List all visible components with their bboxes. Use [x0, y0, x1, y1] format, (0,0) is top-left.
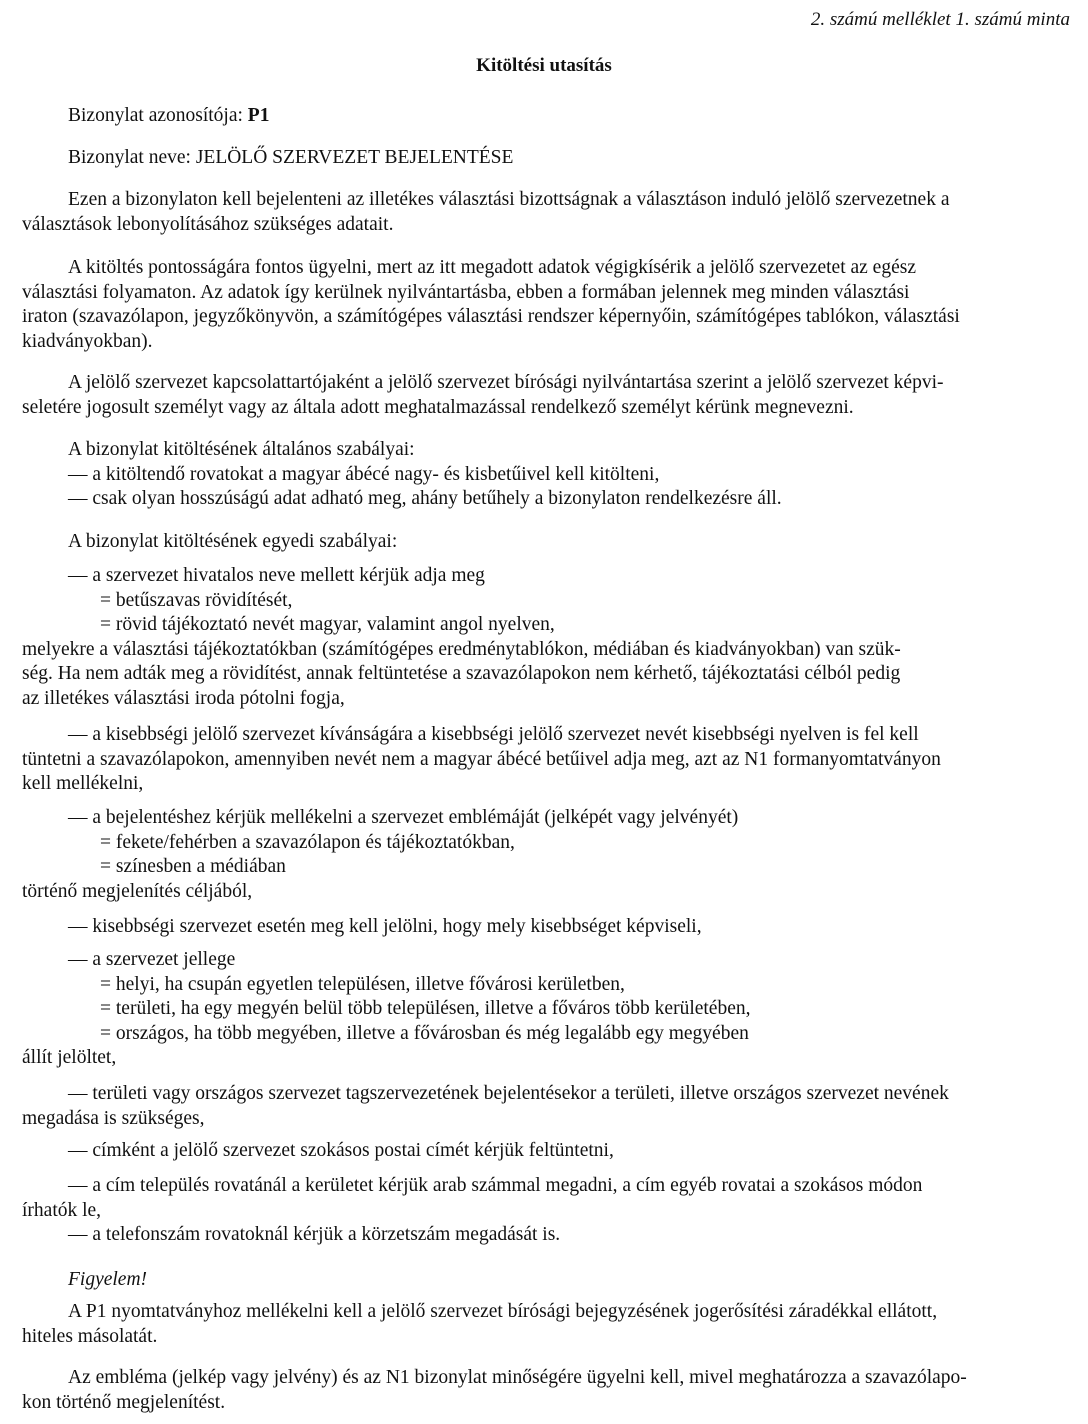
rule-emblem — [22, 806, 1072, 904]
list-item: — a telefonszám rovatoknál kérjük a körzetszám megadását is. — [22, 1223, 1072, 1248]
sub-list-item: = színesben a médiában — [22, 855, 1072, 880]
text-line: Ezen a bizonylaton kell bejelenteni az illetékes választási bizottságnak a választáson induló jelölő szervezetnek a — [68, 189, 950, 210]
rule-name — [22, 564, 1072, 711]
contact-paragraph — [22, 371, 1072, 420]
list-item: — a kitöltendő rovatokat a magyar ábécé nagy- és kisbetűivel kell kitölteni, — [22, 463, 1072, 488]
document-name-label: Bizonylat neve: — [68, 147, 191, 168]
text-line: A kitöltés pontosságára fontos ügyelni, mert az itt megadott adatok végigkísérik a jelölő szervezetet az egész — [68, 257, 916, 278]
list-item: — a szervezet jellege — [22, 948, 1072, 973]
document-id — [22, 104, 1072, 129]
specific-rules-heading: A bizonylat kitöltésének egyedi szabályai: — [68, 531, 398, 552]
page-title: Kitöltési utasítás — [476, 55, 612, 76]
intro-paragraph — [22, 188, 1072, 237]
text-line: írhatók le, — [22, 1199, 102, 1221]
sub-list-item: = fekete/fehérben a szavazólapon és tájékoztatókban, — [22, 831, 1072, 856]
text-line: választások lebonyolításához szükséges adatait. — [22, 213, 394, 235]
document-name — [22, 146, 1072, 171]
text-line: A P1 nyomtatványhoz mellékelni kell a jelölő szervezet bírósági bejegyzésének jogerősítési záradékkal ellátott, — [68, 1301, 938, 1322]
text-line: seletére jogosult személyt vagy az általa adott meghatalmazással rendelkező személyt kérünk megnevezni. — [22, 396, 854, 418]
text-line: ség. Ha nem adták meg a rövidítést, annak feltüntetése a szavazólapokon nem kérhető, tájékoztatási célból pedig — [22, 663, 901, 684]
attention-paragraph-2 — [22, 1366, 1072, 1415]
sub-list-item: = területi, ha egy megyén belül több településen, illetve a főváros több kerületében, — [22, 997, 1072, 1022]
rule-minority — [22, 915, 1072, 940]
text-line: az illetékes választási iroda pótolni fogja, — [22, 687, 345, 709]
text-line: kon történő megjelenítést. — [22, 1391, 226, 1413]
list-item: — a szervezet hivatalos neve mellett kérjük adja meg — [22, 564, 1072, 589]
rule-address — [22, 1139, 1072, 1164]
text-line: kiadványokban). — [22, 330, 153, 352]
text-line: tüntetni a szavazólapokon, amennyiben nevét nem a magyar ábécé betűivel adja meg, azt az N1 formanyomtatványon — [22, 748, 941, 770]
rule-minority-name — [22, 723, 1072, 797]
text-line: melyekre a választási tájékoztatókban (számítógépes eredménytablókon, médiában és kiadványokban) van szük- — [22, 638, 901, 660]
general-rules — [22, 438, 1072, 512]
list-item: — területi vagy országos szervezet tagszervezetének bejelentésekor a területi, illetve országos szervezet nevének — [22, 1082, 1072, 1107]
text-line: hiteles másolatát. — [22, 1325, 158, 1347]
text-line: megadása is szükséges, — [22, 1107, 205, 1129]
sub-list-item: = helyi, ha csupán egyetlen településen, illetve fővárosi kerületben, — [22, 973, 1072, 998]
text-line: állít jelöltet, — [22, 1047, 117, 1068]
document-name-value: JELÖLŐ SZERVEZET BEJELENTÉSE — [195, 147, 514, 168]
text-line: kell mellékelni, — [22, 773, 144, 794]
sub-list-item: = rövid tájékoztató nevét magyar, valamint angol nyelven, — [22, 613, 1072, 638]
rule-settlement — [22, 1174, 1072, 1248]
sub-list-item: = betűszavas rövidítését, — [22, 589, 1072, 614]
list-item: — kisebbségi szervezet esetén meg kell jelölni, hogy mely kisebbséget képviseli, — [22, 915, 1072, 940]
text-line: iraton (szavazólapon, jegyzőkönyvön, a számítógépes választási rendszer képernyőin, számítógépes tablókon, választási — [22, 306, 960, 327]
text-line: Az embléma (jelkép vagy jelvény) és az N1 bizonylat minőségére ügyelni kell, mivel meghatározza a szavazólapo- — [68, 1367, 967, 1388]
general-rules-heading: A bizonylat kitöltésének általános szabályai: — [68, 439, 415, 460]
text-line: választási folyamaton. Az adatok így kerülnek nyilvántartásba, ebben a formában jelennek meg minden választási — [22, 281, 910, 303]
list-item: — csak olyan hosszúságú adat adható meg, ahány betűhely a bizonylaton rendelkezésre áll. — [22, 487, 1072, 512]
document-id-label: Bizonylat azonosítója: — [68, 105, 243, 126]
list-item: — címként a jelölő szervezet szokásos postai címét kérjük feltüntetni, — [22, 1139, 1072, 1164]
annex-reference: 2. számú melléklet 1. számú minta — [810, 9, 1070, 30]
document-id-value: P1 — [247, 105, 270, 126]
attention-title: Figyelem! — [68, 1269, 148, 1290]
rule-type — [22, 948, 1072, 1071]
list-item: — a bejelentéshez kérjük mellékelni a szervezet emblémáját (jelképét vagy jelvényét) — [22, 806, 1072, 831]
rule-member-org — [22, 1082, 1072, 1131]
list-item: — a kisebbségi jelölő szervezet kívánságára a kisebbségi jelölő szervezet nevét kisebbségi nyelven is fel kell — [22, 723, 1072, 748]
list-item: — a cím település rovatánál a kerületet kérjük arab számmal megadni, a cím egyéb rovatai a szokásos módon — [22, 1174, 1072, 1199]
accuracy-paragraph — [22, 256, 1072, 354]
specific-rules — [22, 530, 1072, 555]
attention-paragraph-1 — [22, 1300, 1072, 1349]
text-line: történő megjelenítés céljából, — [22, 880, 253, 902]
sub-list-item: = országos, ha több megyében, illetve a fővárosban és még legalább egy megyében — [22, 1022, 1072, 1047]
attention-heading — [22, 1268, 1072, 1293]
text-line: A jelölő szervezet kapcsolattartójaként a jelölő szervezet bírósági nyilvántartása szerint a jelölő szervezet képvi- — [68, 372, 944, 393]
